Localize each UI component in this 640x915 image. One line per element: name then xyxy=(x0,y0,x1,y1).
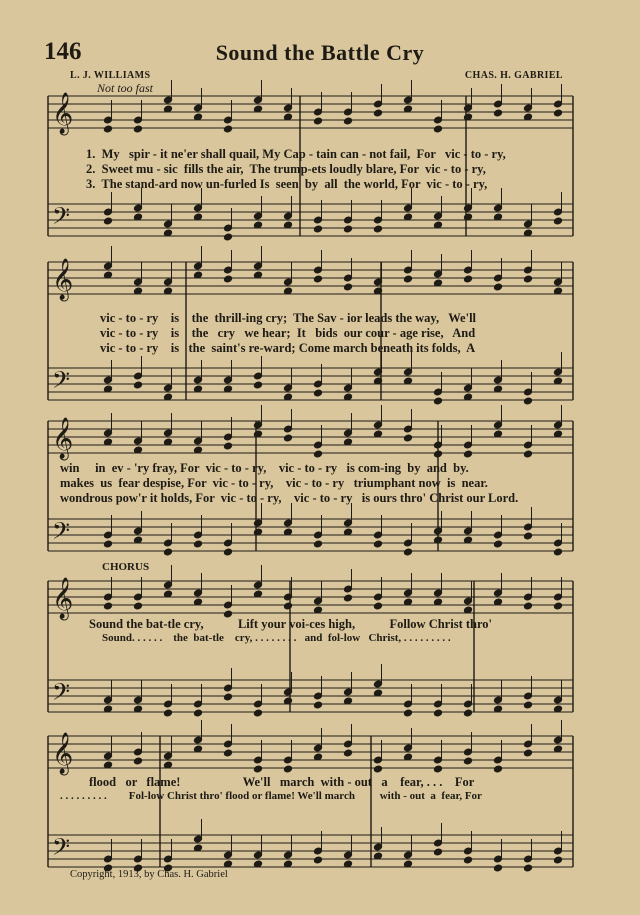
notehead xyxy=(523,275,532,283)
notehead xyxy=(433,709,442,717)
notehead xyxy=(103,602,112,610)
notehead xyxy=(253,709,262,717)
notehead xyxy=(253,765,262,773)
notehead xyxy=(223,693,232,701)
lyricist: L. J. WILLIAMS xyxy=(70,70,151,81)
notehead xyxy=(523,701,532,709)
notehead xyxy=(523,602,532,610)
verse-3-line-1: 3. The stand-ard now un-furled Is seen by all the world, For vic - to - ry, xyxy=(86,177,488,191)
notehead xyxy=(463,450,472,458)
treble-clef-icon: 𝄞 xyxy=(52,259,74,300)
notehead xyxy=(433,397,442,405)
notehead xyxy=(523,749,532,757)
tempo-marking: Not too fast xyxy=(97,81,154,95)
treble-clef-icon: 𝄞 xyxy=(52,578,74,619)
verse-1-line-2: vic - to - ry is the thrill-ing cry; The Sav - ior leads the way, We'll xyxy=(100,311,477,325)
notehead xyxy=(133,381,142,389)
chorus-lower-line-1: Sound. . . . . . the bat-tle cry, . . . . . . . . and fol-low Christ, . . . . . . . . . xyxy=(102,632,451,644)
notehead xyxy=(313,450,322,458)
notehead xyxy=(133,757,142,765)
chorus-upper-line-1: Sound the bat-tle cry, Lift your voi-ces high, Follow Christ thro' xyxy=(89,617,493,631)
notehead xyxy=(463,709,472,717)
notehead xyxy=(193,540,202,548)
treble-clef-icon: 𝄞 xyxy=(52,93,74,134)
notehead xyxy=(223,749,232,757)
notehead xyxy=(253,381,262,389)
treble-clef-icon: 𝄞 xyxy=(52,733,74,774)
notehead xyxy=(463,856,472,864)
bass-clef-icon: 𝄢 xyxy=(52,833,71,866)
bass-clef-icon: 𝄢 xyxy=(52,202,71,235)
notehead xyxy=(553,217,562,225)
notehead xyxy=(163,548,172,556)
chorus-lower-line-2: . . . . . . . . . Fol-low Christ thro' flood or flame! We'll march with - out a fear, For xyxy=(60,790,482,802)
page-number: 146 xyxy=(44,38,82,65)
notehead xyxy=(553,109,562,117)
notehead xyxy=(493,283,502,291)
notehead xyxy=(373,765,382,773)
notehead xyxy=(313,117,322,125)
verse-2-line-3: makes us fear despise, For vic - to - ry, vic - to - ry triumphant now is near. xyxy=(60,476,488,490)
notehead xyxy=(463,275,472,283)
notehead xyxy=(523,864,532,872)
verse-1-line-3: win in ev - 'ry fray, For vic - to - ry, vic - to - ry is com-ing by and by. xyxy=(60,461,469,475)
notehead xyxy=(223,548,232,556)
notehead xyxy=(313,225,322,233)
notehead xyxy=(313,701,322,709)
bass-clef-icon: 𝄢 xyxy=(52,678,71,711)
treble-clef-icon: 𝄞 xyxy=(52,418,74,459)
bass-clef-icon: 𝄢 xyxy=(52,366,71,399)
notehead xyxy=(553,548,562,556)
notehead xyxy=(523,532,532,540)
song-title: Sound the Battle Cry xyxy=(215,40,425,65)
notehead xyxy=(223,233,232,241)
notehead xyxy=(463,757,472,765)
notehead xyxy=(433,765,442,773)
verse-2-line-2: vic - to - ry is the cry we hear; It bids our cour - age rise, And xyxy=(100,326,476,340)
notehead xyxy=(493,109,502,117)
notehead xyxy=(283,602,292,610)
notehead xyxy=(343,117,352,125)
notehead xyxy=(313,856,322,864)
notehead xyxy=(433,450,442,458)
notehead xyxy=(163,709,172,717)
notehead xyxy=(373,602,382,610)
notehead xyxy=(343,594,352,602)
notehead xyxy=(313,540,322,548)
notehead xyxy=(493,864,502,872)
notehead xyxy=(283,765,292,773)
chorus-upper-line-2: flood or flame! We'll march with - out a fear, . . . For xyxy=(89,775,475,789)
notehead xyxy=(313,389,322,397)
notehead xyxy=(403,548,412,556)
notehead xyxy=(493,540,502,548)
notehead xyxy=(223,125,232,133)
chorus-label: CHORUS xyxy=(102,561,150,573)
notehead xyxy=(133,125,142,133)
notehead xyxy=(193,709,202,717)
verse-3-line-2: vic - to - ry is the saint's re-ward; Come march beneath its folds, A xyxy=(100,341,476,355)
notehead xyxy=(433,848,442,856)
notehead xyxy=(223,442,232,450)
notehead xyxy=(313,275,322,283)
copyright: Copyright, 1913, by Chas. H. Gabriel xyxy=(70,869,228,880)
notehead xyxy=(553,602,562,610)
notehead xyxy=(133,602,142,610)
verse-3-line-3: wondrous pow'r it holds, For vic - to - ry, vic - to - ry is ours thro' Christ our Lord. xyxy=(60,491,519,505)
notehead xyxy=(403,709,412,717)
notehead xyxy=(343,283,352,291)
notehead xyxy=(553,856,562,864)
notehead xyxy=(283,434,292,442)
notehead xyxy=(343,749,352,757)
notehead xyxy=(523,450,532,458)
notehead xyxy=(403,434,412,442)
notehead xyxy=(403,275,412,283)
notehead xyxy=(373,225,382,233)
notehead xyxy=(343,225,352,233)
notehead xyxy=(493,765,502,773)
notehead xyxy=(103,125,112,133)
composer: CHAS. H. GABRIEL xyxy=(464,70,563,81)
notehead xyxy=(373,540,382,548)
notehead xyxy=(223,275,232,283)
verse-2-line-1: 2. Sweet mu - sic fills the air, The trump-ets loudly blare, For vic - to - ry, xyxy=(86,162,486,176)
bass-clef-icon: 𝄢 xyxy=(52,517,71,550)
verse-1-line-1: 1. My spir - it ne'er shall quail, My Cap - tain can - not fail, For vic - to - ry, xyxy=(86,147,506,161)
notehead xyxy=(103,540,112,548)
notehead xyxy=(373,109,382,117)
notehead xyxy=(433,125,442,133)
notehead xyxy=(523,397,532,405)
notehead xyxy=(103,217,112,225)
